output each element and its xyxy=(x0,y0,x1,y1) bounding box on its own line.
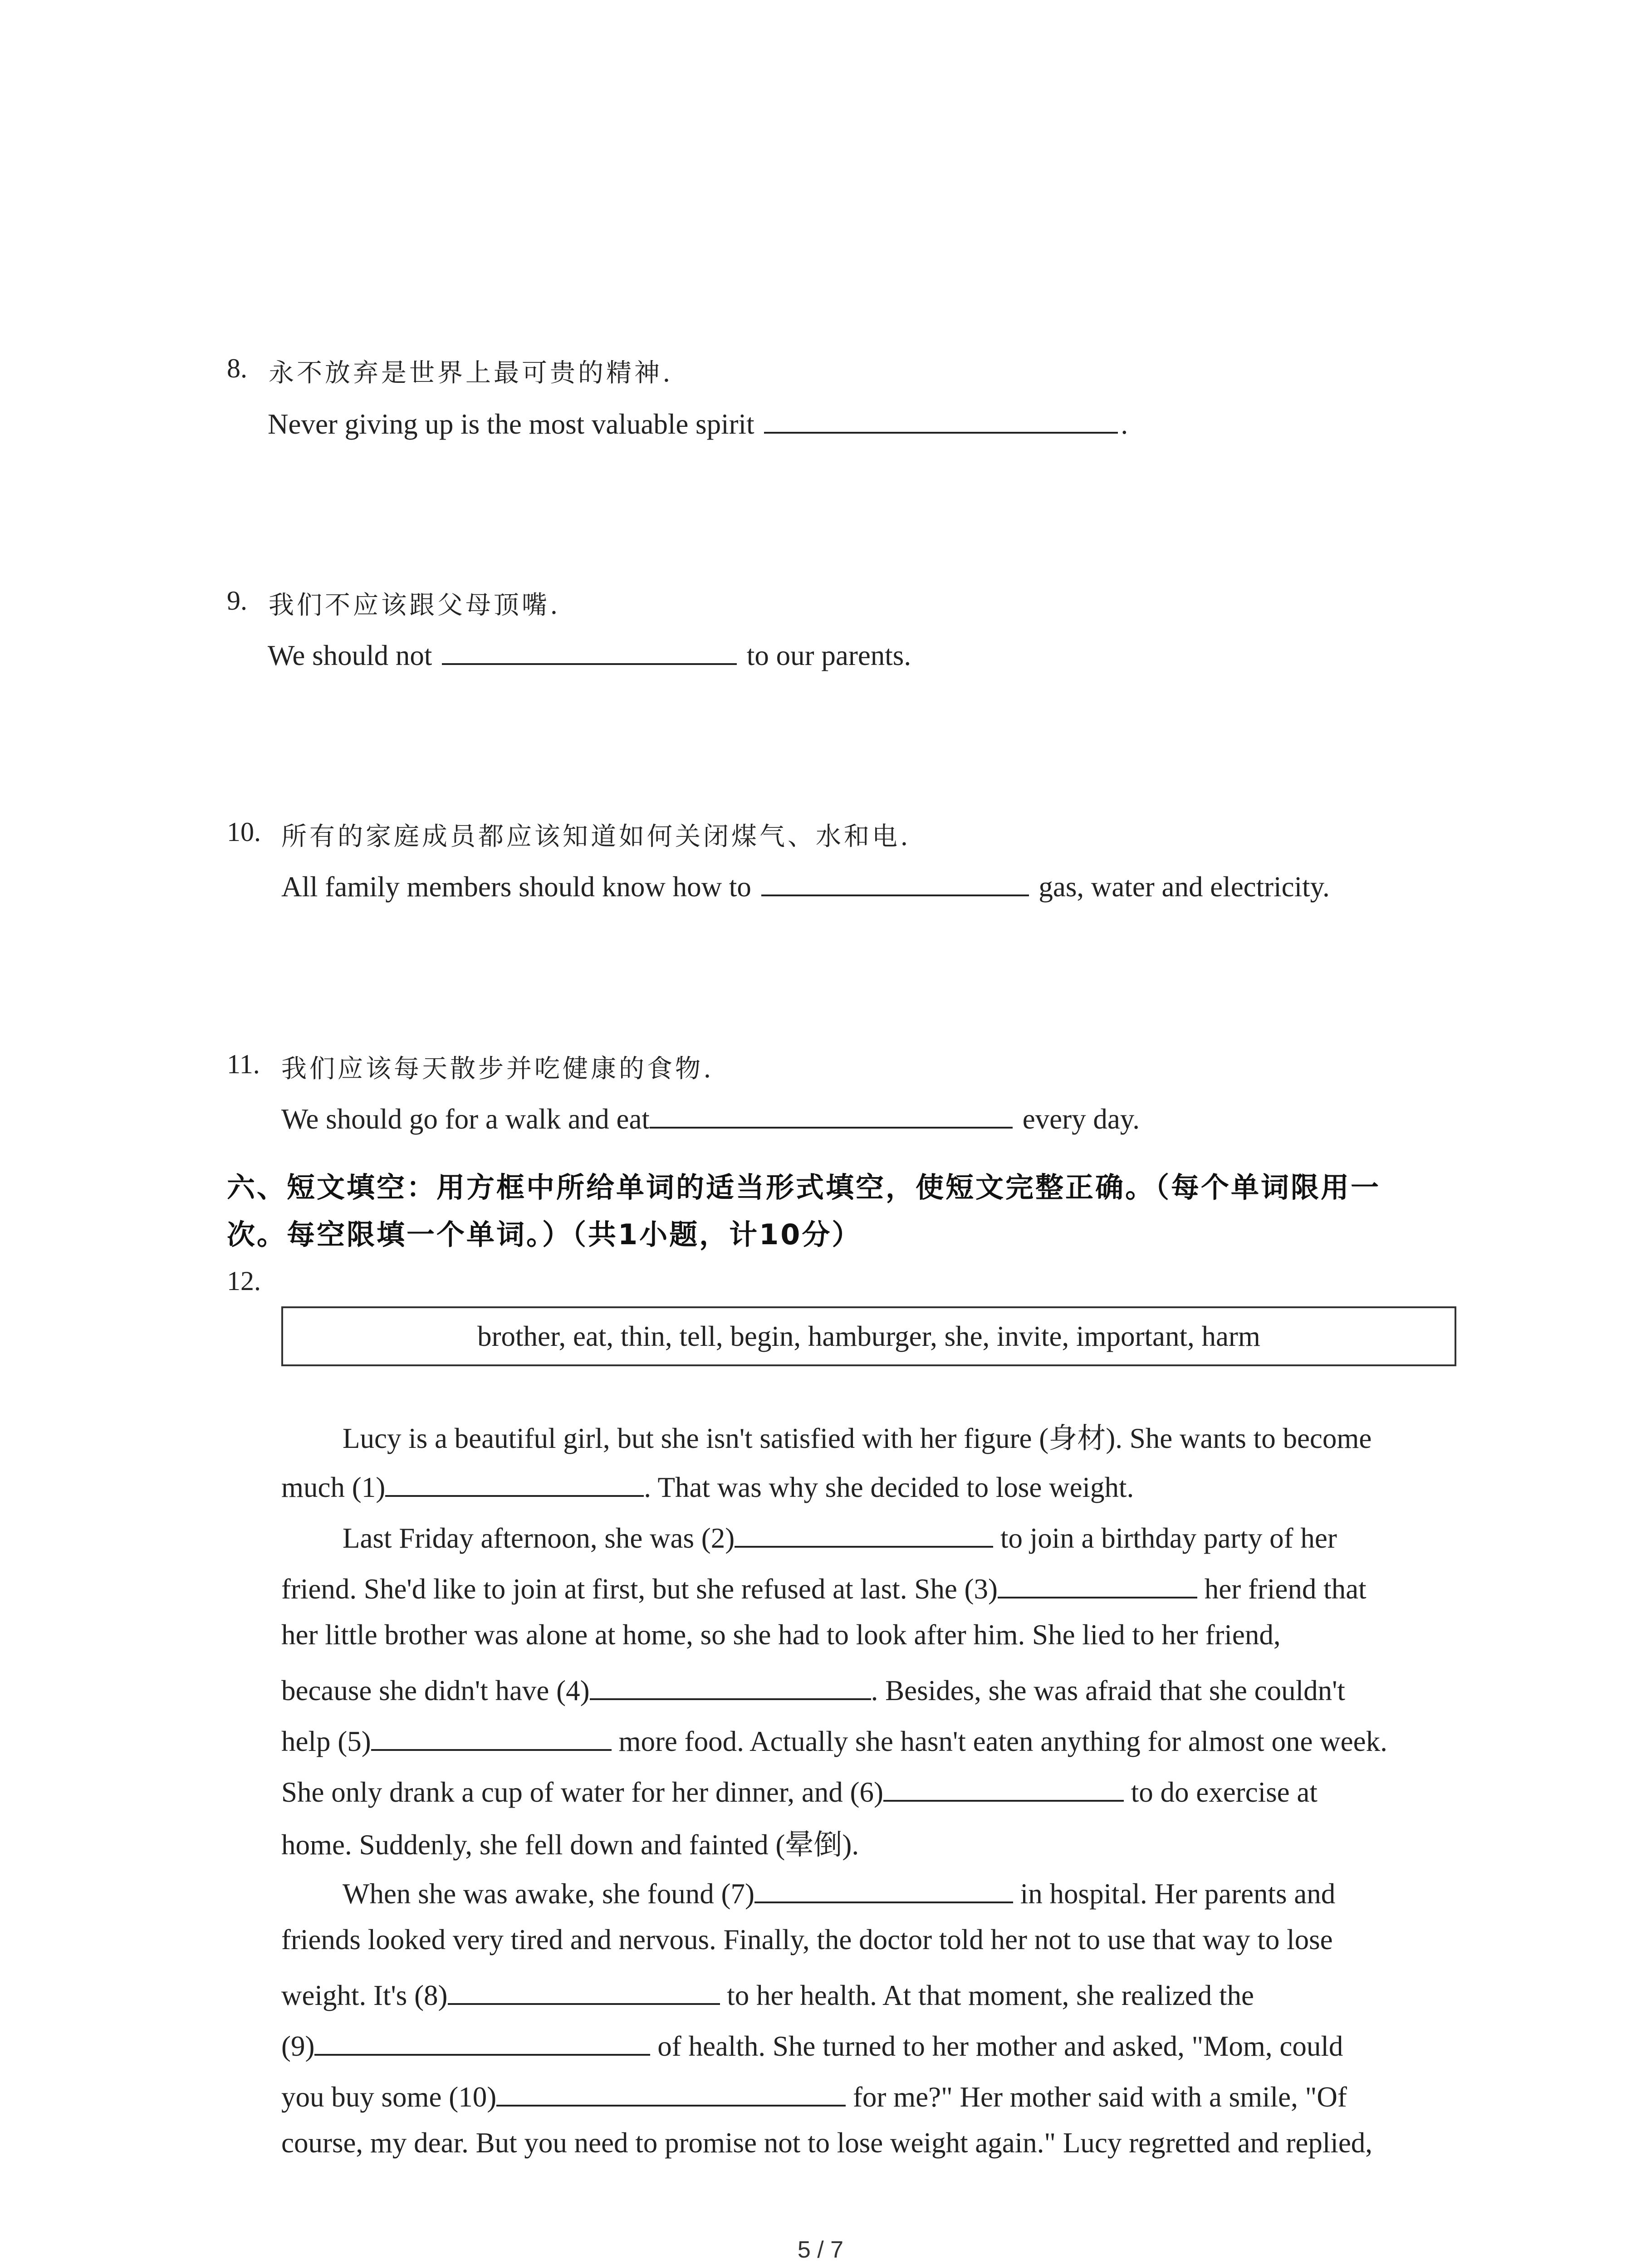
page-number: 5 / 7 xyxy=(797,2237,844,2263)
blank-1[interactable] xyxy=(385,1466,644,1497)
question-8-blank[interactable] xyxy=(764,403,1118,434)
passage-line-3: Last Friday afternoon, she was (2) to join a birthday party of her xyxy=(343,1517,1337,1555)
blank-4[interactable] xyxy=(590,1669,871,1700)
question-10-sentence xyxy=(281,865,1330,904)
passage-line-1: Lucy is a beautiful girl, but she isn't satisfied with her figure (身材). She wants to become xyxy=(343,1422,1372,1454)
question-9-chinese: 我们不应该跟父母顶嘴. xyxy=(269,591,561,620)
blank-7[interactable] xyxy=(754,1872,1013,1903)
word-box xyxy=(281,1306,1456,1366)
section-heading-line-1: 六、短文填空：用方框中所给单词的适当形式填空，使短文完整正确。（每个单词限用一 xyxy=(227,1171,1381,1204)
question-10-chinese: 所有的家庭成员都应该知道如何关闭煤气、水和电. xyxy=(281,822,911,851)
blank-3[interactable] xyxy=(998,1568,1197,1598)
question-8-text-after: . xyxy=(1121,408,1128,440)
passage-line-15: course, my dear. But you need to promise not to lose weight again." Lucy regretted and replied, xyxy=(281,2127,1373,2159)
question-number-11: 11. xyxy=(227,1049,260,1079)
question-10-text-after: gas, water and electricity. xyxy=(1031,871,1330,903)
question-11-text-after: every day. xyxy=(1015,1103,1140,1135)
passage-line-12: weight. It's (8) to her health. At that moment, she realized the xyxy=(281,1974,1254,2012)
passage-line-7: help (5) more food. Actually she hasn't eaten anything for almost one week. xyxy=(281,1720,1387,1758)
blank-10[interactable] xyxy=(496,2076,846,2107)
question-number-9: 9. xyxy=(227,586,247,616)
blank-6[interactable] xyxy=(883,1771,1124,1802)
passage-line-9: home. Suddenly, she fell down and fainted (晕倒). xyxy=(281,1829,859,1861)
question-10-text-before: All family members should know how to xyxy=(281,871,759,903)
blank-2[interactable] xyxy=(735,1517,993,1548)
question-number-8: 8. xyxy=(227,353,247,383)
question-9-text-after: to our parents. xyxy=(740,640,911,671)
word-box-text: brother, eat, thin, tell, begin, hamburger, she, invite, important, harm xyxy=(477,1320,1260,1352)
question-number-12: 12. xyxy=(227,1266,261,1296)
question-11-chinese: 我们应该每天散步并吃健康的食物. xyxy=(281,1054,714,1084)
question-11-sentence xyxy=(281,1098,1140,1136)
question-8-text-before: Never giving up is the most valuable spirit xyxy=(268,408,762,440)
passage-line-6: because she didn't have (4) . Besides, she was afraid that she couldn't xyxy=(281,1669,1345,1707)
passage-line-13: (9) of health. She turned to her mother and asked, "Mom, could xyxy=(281,2025,1343,2063)
question-9-sentence xyxy=(268,634,911,672)
question-number-10: 10. xyxy=(227,817,261,847)
section-heading-line-2: 次。每空限填一个单词。）（共1小题，计10分） xyxy=(227,1218,862,1251)
question-9-blank[interactable] xyxy=(442,634,737,665)
blank-5[interactable] xyxy=(371,1720,612,1751)
question-8-chinese: 永不放弃是世界上最可贵的精神. xyxy=(269,358,673,388)
passage-line-11: friends looked very tired and nervous. Finally, the doctor told her not to use that way to lose xyxy=(281,1924,1333,1955)
question-11-blank[interactable] xyxy=(650,1098,1013,1129)
passage-line-4: friend. She'd like to join at first, but she refused at last. She (3) her friend that xyxy=(281,1568,1367,1606)
question-10-blank[interactable] xyxy=(761,865,1029,896)
blank-9[interactable] xyxy=(314,2025,650,2056)
question-11-text-before: We should go for a walk and eat xyxy=(281,1103,650,1135)
question-9-text-before: We should not xyxy=(268,640,440,671)
passage-line-10: When she was awake, she found (7) in hospital. Her parents and xyxy=(343,1872,1335,1911)
passage-line-8: She only drank a cup of water for her dinner, and (6) to do exercise at xyxy=(281,1771,1318,1809)
passage-line-2: much (1) . That was why she decided to lose weight. xyxy=(281,1466,1134,1504)
question-8-sentence xyxy=(268,403,1128,441)
passage-line-5: her little brother was alone at home, so she had to look after him. She lied to her friend, xyxy=(281,1619,1281,1651)
blank-8[interactable] xyxy=(448,1974,720,2005)
passage-line-14: you buy some (10) for me?" Her mother said with a smile, "Of xyxy=(281,2076,1347,2114)
